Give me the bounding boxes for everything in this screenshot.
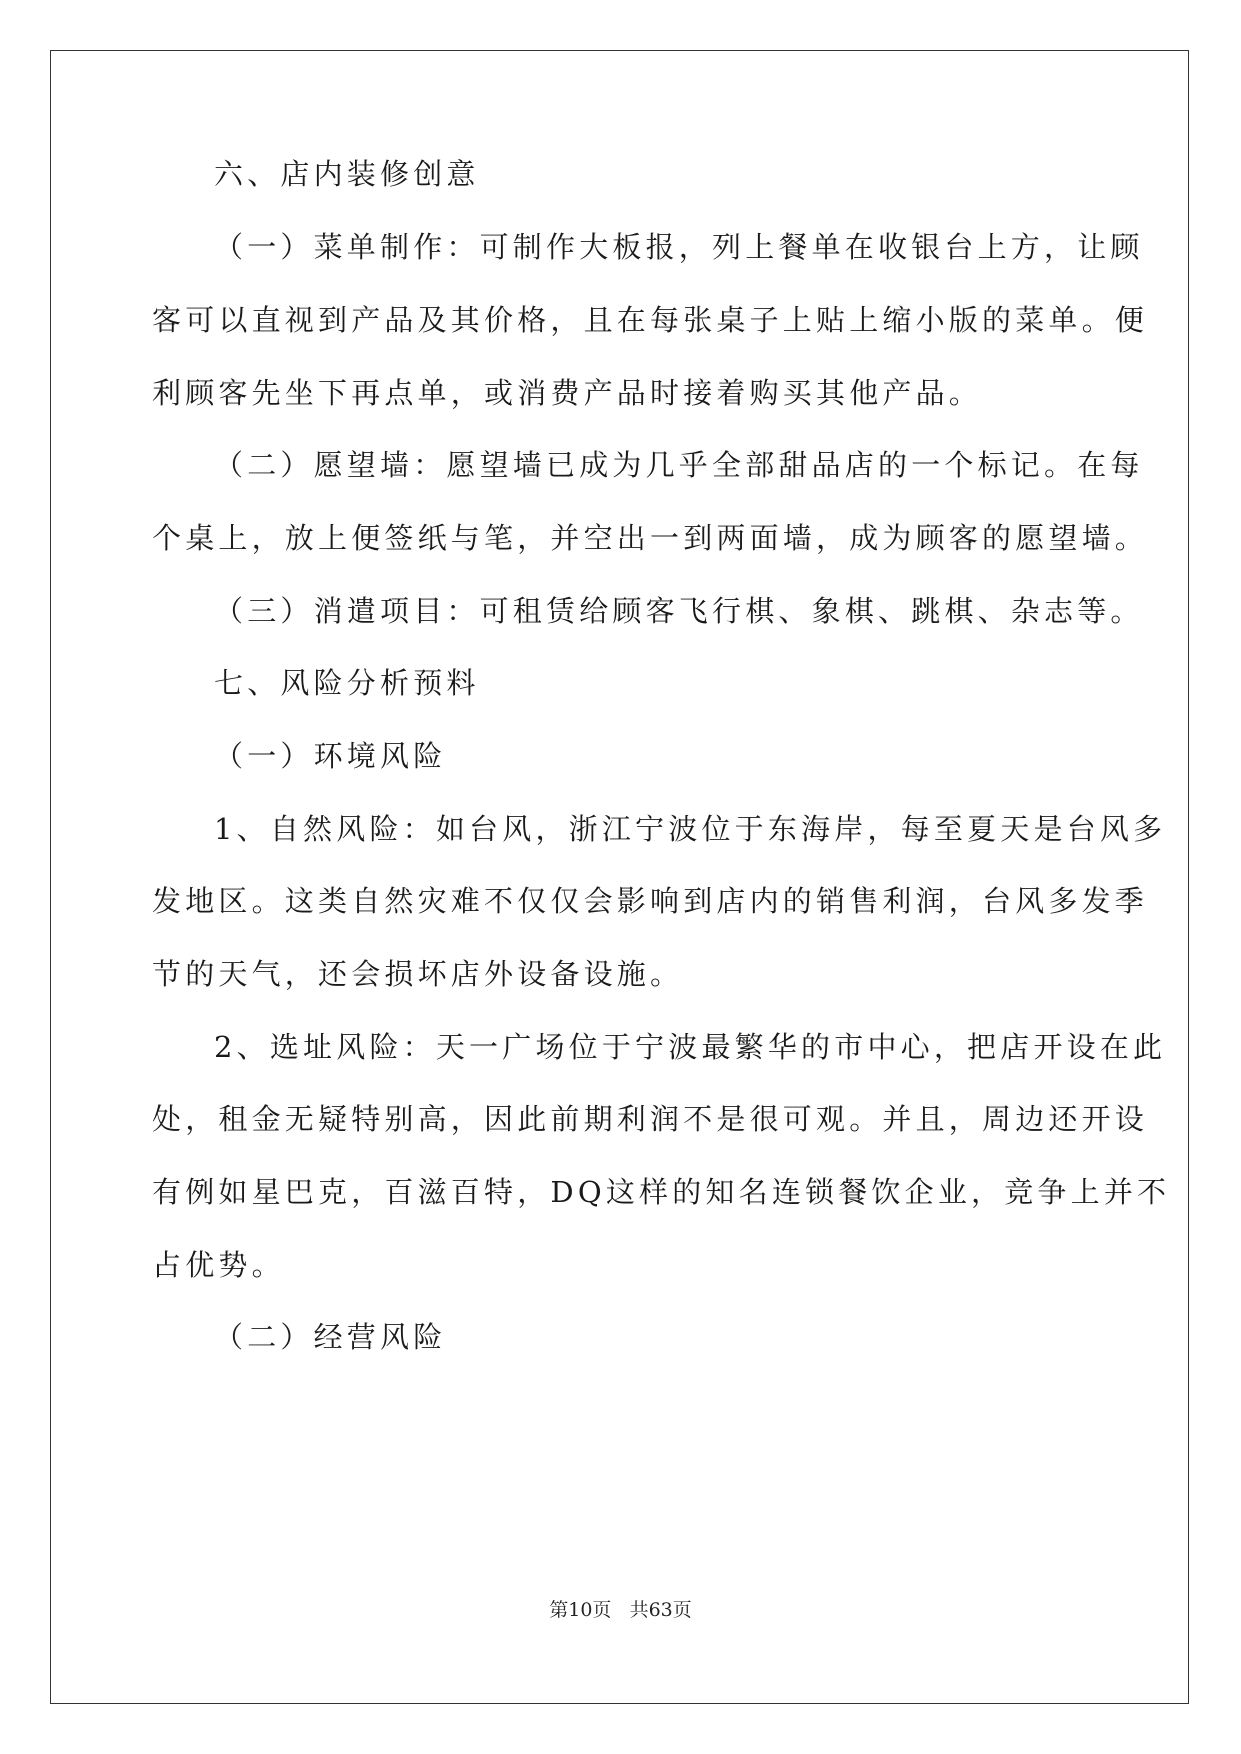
paragraph-line: （三）消遣项目：可租赁给顾客飞行棋、象棋、跳棋、杂志等。 — [214, 594, 1144, 628]
subsection-heading: （二）经营风险 — [214, 1320, 447, 1354]
page-footer — [0, 1598, 1241, 1622]
paragraph-line: 处，租金无疑特别高，因此前期利润不是很可观。并且，周边还开设 — [152, 1102, 1149, 1136]
section-heading-7: 七、风险分析预料 — [214, 666, 480, 700]
section-heading-6: 六、店内装修创意 — [214, 157, 480, 191]
paragraph-line: 节的天气，还会损坏店外设备设施。 — [152, 957, 684, 991]
page-border — [50, 50, 1189, 1704]
page-number: 第10页 — [549, 1599, 612, 1621]
paragraph-line: 1、自然风险：如台风，浙江宁波位于东海岸，每至夏天是台风多 — [214, 812, 1167, 846]
paragraph-line: 2、选址风险：天一广场位于宁波最繁华的市中心，把店开设在此 — [214, 1030, 1167, 1064]
paragraph-line: 客可以直视到产品及其价格，且在每张桌子上贴上缩小版的菜单。便 — [152, 303, 1149, 337]
paragraph-line: 占优势。 — [152, 1248, 285, 1282]
paragraph-line: （二）愿望墙：愿望墙已成为几乎全部甜品店的一个标记。在每 — [214, 448, 1144, 482]
paragraph-line: 有例如星巴克，百滋百特，DQ这样的知名连锁餐饮企业，竞争上并不 — [152, 1175, 1171, 1209]
subsection-heading: （一）环境风险 — [214, 739, 447, 773]
paragraph-line: 发地区。这类自然灾难不仅仅会影响到店内的销售利润，台风多发季 — [152, 884, 1149, 918]
paragraph-line: （一）菜单制作：可制作大板报，列上餐单在收银台上方，让顾 — [214, 230, 1144, 264]
page-total: 共63页 — [629, 1599, 692, 1621]
paragraph-line: 利顾客先坐下再点单，或消费产品时接着购买其他产品。 — [152, 376, 983, 410]
paragraph-line: 个桌上，放上便签纸与笔，并空出一到两面墙，成为顾客的愿望墙。 — [152, 521, 1149, 555]
